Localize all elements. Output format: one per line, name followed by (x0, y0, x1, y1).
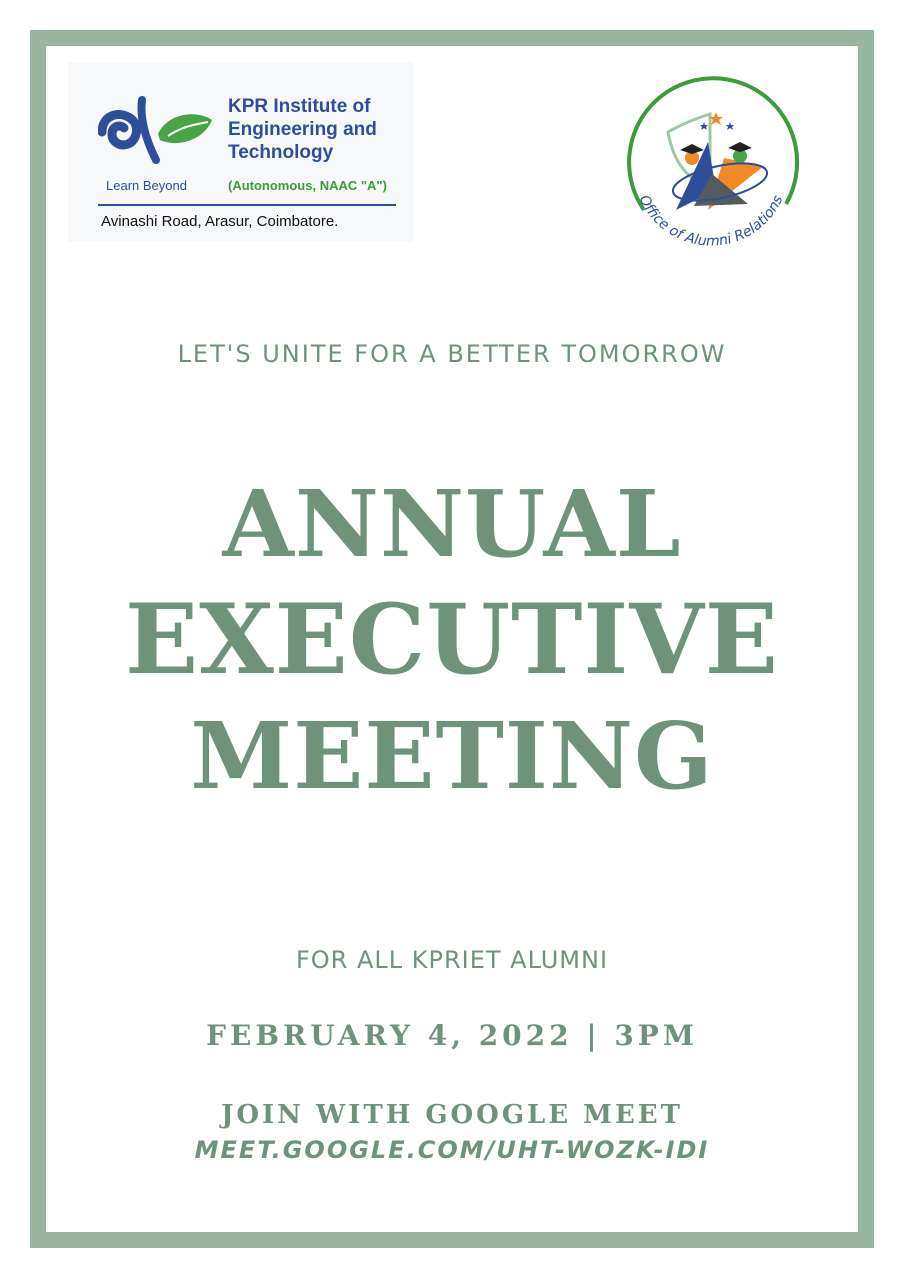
tagline: LET'S UNITE FOR A BETTER TOMORROW (177, 340, 727, 368)
kpr-divider (98, 204, 396, 206)
kpr-logo (68, 62, 414, 242)
kpr-address: Avinashi Road, Arasur, Coimbatore. (101, 213, 339, 230)
kpr-motto: Learn Beyond (106, 178, 187, 193)
kpr-name-line1: KPR Institute of (228, 96, 371, 117)
kpr-name-line2: Engineering and (228, 119, 377, 140)
kpr-emblem-icon (98, 96, 216, 166)
kpr-accreditation: (Autonomous, NAAC "A") (228, 178, 387, 193)
title-line-executive: EXECUTIVE (125, 583, 779, 696)
audience-text: FOR ALL KPRIET ALUMNI (295, 946, 609, 974)
kpr-name-line3: Technology (228, 142, 334, 163)
title-line-annual: ANNUAL (222, 470, 682, 578)
alumni-logo-text: Office of Alumni Relations (635, 192, 787, 250)
title-line-meeting: MEETING (190, 702, 714, 810)
kpr-institute-name (228, 95, 377, 164)
meet-url-link[interactable]: MEET.GOOGLE.COM/UHT-WOZK-IDI (194, 1136, 710, 1164)
alumni-relations-logo (612, 70, 808, 266)
join-label: JOIN WITH GOOGLE MEET (221, 1100, 683, 1130)
event-datetime: FEBRUARY 4, 2022 | 3PM (206, 1019, 698, 1052)
